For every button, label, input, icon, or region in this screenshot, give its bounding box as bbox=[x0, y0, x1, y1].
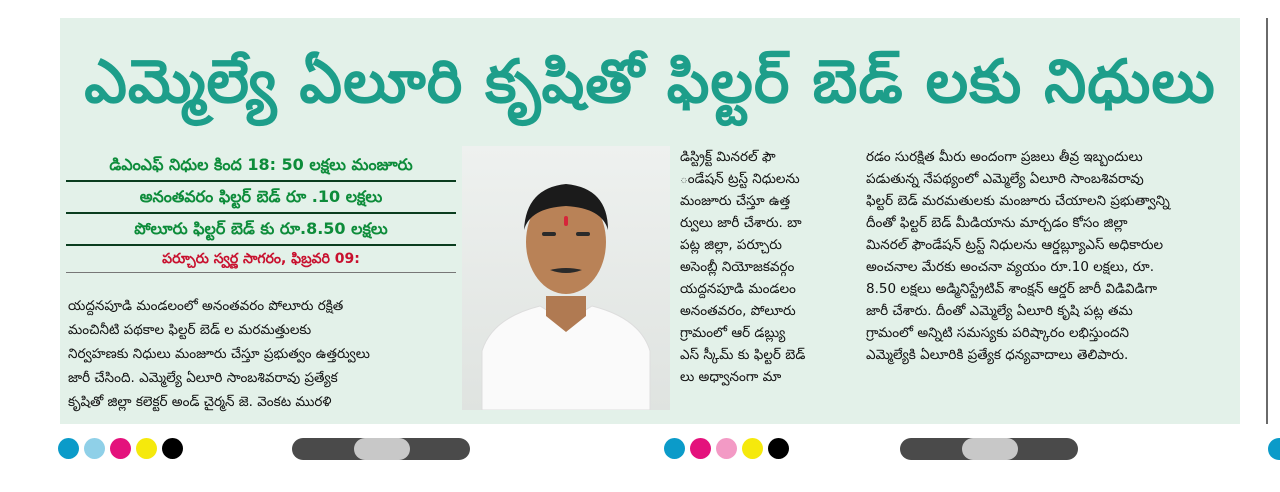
registration-bar-left bbox=[292, 438, 470, 460]
subhead-2: అనంతవరం ఫిల్టర్ బెడ్ రూ .10 లక్షలు bbox=[66, 182, 456, 214]
headline: ఎమ్మెల్యే ఏలూరి కృషితో ఫిల్టర్ బెడ్ లకు నిధులు bbox=[84, 47, 1216, 117]
registration-dot bbox=[136, 438, 157, 459]
registration-dot bbox=[110, 438, 131, 459]
column-2-line: గ్రామంలో అన్నిటి సమస్యకు పరిష్కారం లభిస్తుందని bbox=[866, 325, 1129, 341]
registration-dot bbox=[768, 438, 789, 459]
page-edge-rule bbox=[1266, 18, 1268, 424]
registration-dot bbox=[690, 438, 711, 459]
news-clipping bbox=[60, 18, 1240, 424]
lead-line: జారీ చేసింది. ఎమ్మెల్యే ఏలూరి సాంబశివరావు ప్రత్యేక bbox=[68, 370, 338, 386]
column-2-line: రడం సురక్షిత మీరు అందంగా ప్రజలు తీవ్ర ఇబ్బందులు bbox=[866, 149, 1143, 165]
registration-dots-left bbox=[58, 438, 188, 460]
column-1-line: అనంతవరం, పోలూరు bbox=[680, 303, 796, 319]
portrait-illustration bbox=[462, 146, 670, 410]
article-column-2 bbox=[866, 146, 1236, 366]
column-1-line: ండేషన్ ట్రస్ట్ నిధులను bbox=[680, 171, 800, 187]
column-1-line: మంజూరు చేస్తూ ఉత్త bbox=[680, 193, 791, 209]
column-1-line: ఎస్ స్కీమ్ కు ఫిల్టర్ బెడ్ bbox=[680, 347, 806, 363]
subhead-3: పోలూరు ఫిల్టర్ బెడ్ కు రూ.8.50 లక్షలు bbox=[66, 214, 456, 246]
registration-dots-right bbox=[664, 438, 794, 460]
subhead-1: డిఎంఎఫ్ నిధుల కింద 18: 50 లక్షలు మంజూరు bbox=[66, 150, 456, 182]
column-2-line: జారీ చేశారు. దీంతో ఎమ్మెల్యే ఏలూరి కృషి పట్ల తమ bbox=[866, 303, 1133, 319]
column-2-line: ఎమ్మెల్యేకి ఏలూరికి ప్రత్యేక ధన్యవాదాలు తెలిపారు. bbox=[866, 347, 1129, 363]
registration-dot bbox=[664, 438, 685, 459]
registration-dot bbox=[742, 438, 763, 459]
lead-line: నిర్వహణకు నిధులు మంజూరు చేస్తూ ప్రభుత్వం ఉత్తర్వులు bbox=[68, 346, 370, 362]
portrait-photo bbox=[462, 146, 670, 410]
lead-line: మంచినీటి పథకాల ఫిల్టర్ బెడ్ ల మరమత్తులకు bbox=[68, 322, 312, 338]
column-1-line: డిస్ట్రిక్ట్ మినరల్ ఫౌ bbox=[680, 149, 776, 165]
lead-paragraph bbox=[68, 294, 456, 414]
lead-line: యద్దనపూడి మండలంలో అనంతవరం పోలూరు రక్షిత bbox=[68, 298, 344, 314]
lead-line: కృషితో జిల్లా కలెక్టర్ అండ్ చైర్మన్ జె. వెంకట మురళి bbox=[68, 394, 332, 410]
dateline: పర్చూరు స్వర్ణ సాగరం, ఫిబ్రవరి 09: bbox=[66, 246, 456, 273]
registration-dot bbox=[716, 438, 737, 459]
column-2-line: మినరల్ ఫౌండేషన్ ట్రస్ట్ నిధులను ఆర్డబ్ల్యూఎస్ అధికారుల bbox=[866, 237, 1164, 253]
registration-dot bbox=[84, 438, 105, 459]
article-column-1 bbox=[680, 146, 838, 388]
registration-bar-right bbox=[900, 438, 1078, 460]
column-2-line: పడుతున్న నేపథ్యంలో ఎమ్మెల్యే ఏలూరి సాంబశివరావు bbox=[866, 171, 1144, 187]
column-2-line: అంచనాల మేరకు అంచనా వ్యయం రూ.10 లక్షలు, రూ. bbox=[866, 259, 1154, 275]
column-2-line: 8.50 లక్షలు అడ్మినిస్ట్రేటివ్ శాంక్షన్ ఆర్డర్ జారీ విడివిడిగా bbox=[866, 281, 1158, 297]
registration-dot bbox=[162, 438, 183, 459]
subheads bbox=[66, 150, 456, 273]
column-1-line: ర్వులు జారీ చేశారు. బా bbox=[680, 215, 802, 231]
column-2-line: దీంతో ఫిల్టర్ బెడ్ మీడియాను మార్చడం కోసం జిల్లా bbox=[866, 215, 1128, 231]
column-1-line: యద్దనపూడి మండలం bbox=[680, 281, 796, 297]
column-1-line: పట్ల జిల్లా, పర్చూరు bbox=[680, 237, 782, 253]
registration-edge-mark bbox=[1268, 438, 1280, 460]
column-2-line: ఫిల్టర్ బెడ్ మరమతులకు మంజూరు చేయాలని ప్రభుత్వాన్ని bbox=[866, 193, 1170, 209]
column-1-line: గ్రామంలో ఆర్ డబ్ల్యు bbox=[680, 325, 786, 341]
column-1-line: అసెంబ్లీ నియోజకవర్గం bbox=[680, 259, 795, 275]
column-1-line: లు అధ్వానంగా మా bbox=[680, 369, 782, 385]
registration-dot bbox=[58, 438, 79, 459]
